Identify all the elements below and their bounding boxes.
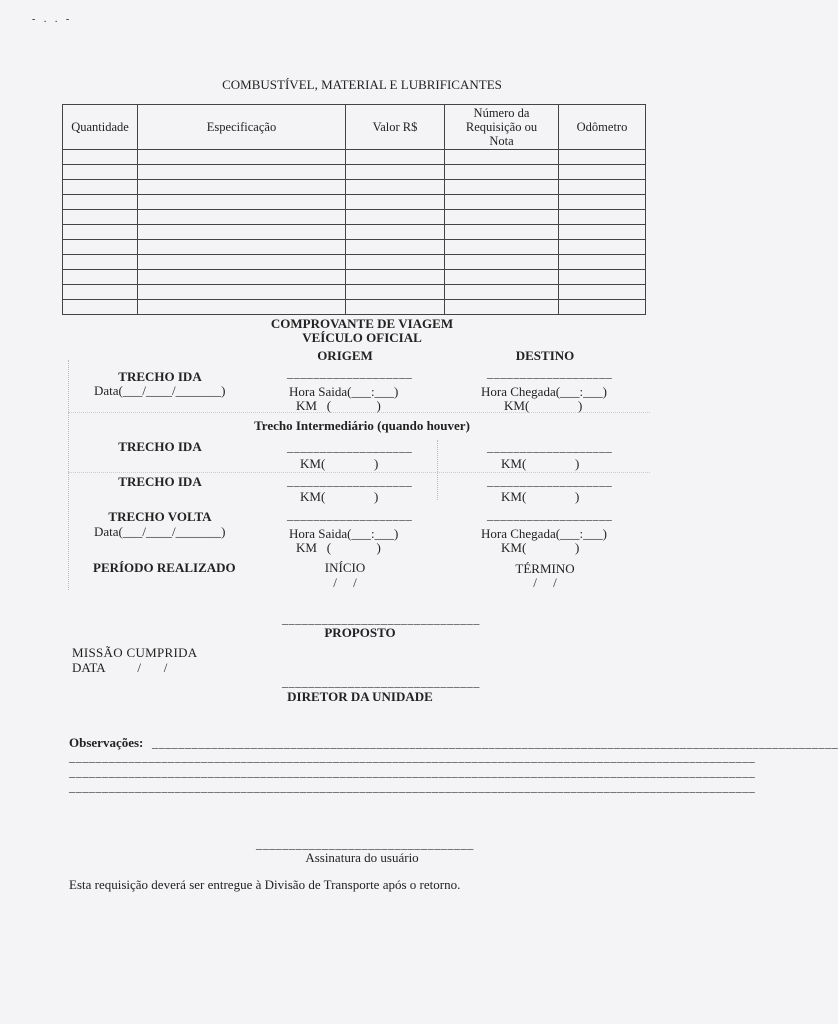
table-cell[interactable] [445, 255, 559, 270]
footer-note: Esta requisição deverá ser entregue à Divisão de Transporte após o retorno. [69, 877, 461, 892]
table-row [63, 165, 646, 180]
table-row [63, 225, 646, 240]
table-cell[interactable] [138, 225, 346, 240]
table-cell[interactable] [559, 285, 646, 300]
table-cell[interactable] [138, 165, 346, 180]
outbound-date-field[interactable]: Data(___/____/_______) [94, 383, 226, 398]
table-cell[interactable] [559, 270, 646, 285]
user-signature-line[interactable]: _________________________________ [256, 837, 474, 851]
observations-label: Observações: [69, 735, 144, 750]
fuel-table [62, 104, 646, 315]
intermediate-2-dest-km[interactable]: KM( ) [501, 489, 580, 504]
table-cell[interactable] [559, 255, 646, 270]
table-cell[interactable] [346, 225, 445, 240]
start-label: INÍCIO [324, 560, 366, 575]
table-cell[interactable] [559, 165, 646, 180]
table-cell[interactable] [445, 195, 559, 210]
table-cell[interactable] [63, 255, 138, 270]
observations-line-4[interactable]: ________________________________________________________________________________________________________ [69, 780, 756, 794]
start-date-field[interactable]: / / [333, 575, 357, 590]
table-cell[interactable] [138, 180, 346, 195]
column-header-quantity: Quantidade [63, 105, 138, 150]
table-cell[interactable] [138, 255, 346, 270]
trip-subtitle: VEÍCULO OFICIAL [302, 330, 422, 345]
observations-line-3[interactable]: ________________________________________________________________________________________________________ [69, 765, 756, 779]
table-cell[interactable] [138, 285, 346, 300]
table-cell[interactable] [63, 150, 138, 165]
return-destination-km-field[interactable]: KM( ) [501, 540, 580, 555]
return-date-field[interactable]: Data(___/____/_______) [94, 524, 226, 539]
table-cell[interactable] [63, 210, 138, 225]
proposed-signature-line[interactable]: ______________________________ [282, 612, 480, 626]
user-signature-label: Assinatura do usuário [305, 850, 419, 865]
table-cell[interactable] [346, 150, 445, 165]
return-origin-underline[interactable]: ___________________ [287, 508, 413, 522]
arrival-time-field[interactable]: Hora Chegada(___:___) [481, 384, 607, 399]
table-cell[interactable] [138, 240, 346, 255]
table-cell[interactable] [346, 210, 445, 225]
observations-line-2[interactable]: ________________________________________________________________________________________________________ [69, 750, 756, 764]
departure-time-field[interactable]: Hora Saida(___:___) [289, 384, 399, 399]
table-cell[interactable] [346, 300, 445, 315]
origin-label: ORIGEM [317, 348, 373, 363]
table-cell[interactable] [559, 300, 646, 315]
director-label: DIRETOR DA UNIDADE [287, 689, 433, 704]
table-cell[interactable] [63, 180, 138, 195]
table-cell[interactable] [559, 240, 646, 255]
intermediate-2-origin-km[interactable]: KM( ) [300, 489, 379, 504]
origin-km-field[interactable]: KM ( ) [296, 398, 381, 413]
table-cell[interactable] [559, 210, 646, 225]
intermediate-1-origin-km[interactable]: KM( ) [300, 456, 379, 471]
table-cell[interactable] [346, 180, 445, 195]
return-origin-km-field[interactable]: KM ( ) [296, 540, 381, 555]
table-cell[interactable] [138, 270, 346, 285]
table-cell[interactable] [445, 225, 559, 240]
table-cell[interactable] [559, 225, 646, 240]
table-cell[interactable] [63, 240, 138, 255]
table-cell[interactable] [346, 195, 445, 210]
end-label: TÉRMINO [515, 561, 575, 576]
table-cell[interactable] [445, 165, 559, 180]
return-departure-time-field[interactable]: Hora Saida(___:___) [289, 526, 399, 541]
table-row [63, 270, 646, 285]
table-cell[interactable] [346, 240, 445, 255]
observations-line-1[interactable]: ________________________________________________________________________________________________________ [152, 736, 838, 750]
destination-label: DESTINO [515, 348, 575, 363]
table-cell[interactable] [559, 180, 646, 195]
mission-date-field[interactable]: DATA / / [72, 660, 168, 675]
table-cell[interactable] [63, 270, 138, 285]
fuel-table-header-row [63, 105, 646, 150]
table-cell[interactable] [559, 150, 646, 165]
table-cell[interactable] [63, 165, 138, 180]
table-cell[interactable] [346, 285, 445, 300]
table-cell[interactable] [445, 270, 559, 285]
table-row [63, 240, 646, 255]
intermediate-1-dest-km[interactable]: KM( ) [501, 456, 580, 471]
leg-outbound-label: TRECHO IDA [118, 369, 202, 384]
table-cell[interactable] [445, 240, 559, 255]
intermediate-1-origin-underline[interactable]: ___________________ [287, 440, 413, 454]
intermediate-leg-1-label: TRECHO IDA [118, 439, 202, 454]
table-cell[interactable] [445, 180, 559, 195]
trip-title: COMPROVANTE DE VIAGEM [270, 316, 454, 331]
destination-km-field[interactable]: KM( ) [504, 398, 583, 413]
table-row [63, 300, 646, 315]
destination-underline[interactable]: ___________________ [487, 366, 613, 380]
intermediate-leg-2-label: TRECHO IDA [118, 474, 202, 489]
table-row [63, 195, 646, 210]
column-header-requisition-number: Número da Requisição ou Nota [445, 105, 559, 150]
table-cell[interactable] [63, 300, 138, 315]
column-header-value: Valor R$ [346, 105, 445, 150]
table-cell[interactable] [445, 210, 559, 225]
mission-completed-label: MISSÃO CUMPRIDA [72, 645, 198, 660]
corner-mark: - . . - [32, 14, 73, 25]
table-row [63, 180, 646, 195]
table-cell[interactable] [445, 150, 559, 165]
table-cell[interactable] [63, 225, 138, 240]
fuel-section-title: COMBUSTÍVEL, MATERIAL E LUBRIFICANTES [222, 77, 502, 92]
column-header-specification: Especificação [138, 105, 346, 150]
director-signature-line[interactable]: ______________________________ [282, 675, 480, 689]
return-arrival-time-field[interactable]: Hora Chegada(___:___) [481, 526, 607, 541]
table-cell[interactable] [346, 270, 445, 285]
proposed-label: PROPOSTO [324, 625, 396, 640]
table-cell[interactable] [63, 195, 138, 210]
column-header-odometer: Odômetro [559, 105, 646, 150]
table-cell[interactable] [138, 150, 346, 165]
end-date-field[interactable]: / / [533, 575, 557, 590]
table-cell[interactable] [63, 285, 138, 300]
table-cell[interactable] [138, 210, 346, 225]
table-row [63, 150, 646, 165]
period-label: PERÍODO REALIZADO [93, 560, 236, 575]
table-row [63, 210, 646, 225]
intermediate-1-dest-underline[interactable]: ___________________ [487, 440, 613, 454]
table-cell[interactable] [138, 195, 346, 210]
return-destination-underline[interactable]: ___________________ [487, 508, 613, 522]
table-row [63, 285, 646, 300]
leg-return-label: TRECHO VOLTA [108, 509, 212, 524]
intermediate-2-origin-underline[interactable]: ___________________ [287, 474, 413, 488]
table-row [63, 255, 646, 270]
table-cell[interactable] [346, 255, 445, 270]
table-cell[interactable] [559, 195, 646, 210]
intermediate-2-dest-underline[interactable]: ___________________ [487, 474, 613, 488]
table-cell[interactable] [346, 165, 445, 180]
intermediate-leg-label: Trecho Intermediário (quando houver) [254, 418, 470, 433]
table-cell[interactable] [445, 300, 559, 315]
origin-underline[interactable]: ___________________ [287, 366, 413, 380]
table-cell[interactable] [138, 300, 346, 315]
table-cell[interactable] [445, 285, 559, 300]
